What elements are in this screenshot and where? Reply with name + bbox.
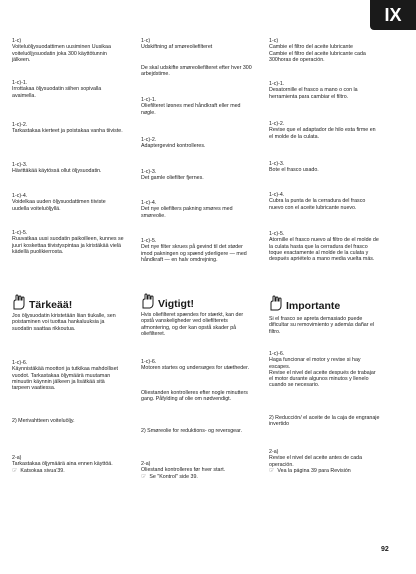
step-text: Revise que el adaptador de hilo esta firme en el molde de la culata. (269, 127, 376, 140)
step-label: 1-c)-4. (141, 200, 157, 206)
step-2 (141, 137, 253, 150)
step-text: Oliestand kontrolleres før hver start. (141, 467, 226, 474)
section-2a (12, 455, 124, 474)
step-5 (269, 231, 381, 262)
step-text: Oliestanden kontrolleres efter nogle minutters gang. Påfylding af olie om nødvendigt. (141, 390, 248, 403)
step-label: 1-c)-2. (12, 122, 28, 128)
step-label: 2-a) (269, 449, 279, 455)
step-text: Cubra la punta de la cerradura del frasco nuevo con el aceite lubricante nuevo. (269, 198, 366, 211)
section-2a (269, 449, 381, 474)
section-text: 2) Smøreolie for reduktions- og reversgear. (141, 428, 242, 434)
step-text: Irrottakaa öljysuodatin siihen sopivalla avaimella. (12, 86, 102, 99)
step-text: Revise el nivel del aceite después de trabajar el motor durante algunos minutos y llenelo cuando se necesario. (269, 369, 376, 389)
page-number: 92 (381, 546, 389, 553)
step-text: Motoren startes og undersøges for utætheder. (141, 365, 250, 372)
step-text: Det gamle oliefilter fjernes. (141, 175, 204, 182)
section-2 (141, 428, 253, 434)
step-text: Ruuvatkaa uusi suodatin paikoilleen, kunnes se juuri koskettaa tiivistyspintaa ja kiristäkää vielä kädellä puolikierrosta. (12, 236, 124, 255)
section-text: 2) Reducción/ el aceite de la caja de engranaje invertido (269, 415, 380, 428)
step-text: Desatornille el frasco a mano o con la herramienta para cambiar el filtro. (269, 87, 358, 100)
section-text: Voiteluöljysuodattimen uusiminen Uusikaa voiteluöljysuodatin joka 300 käyttötunnin jälkeen. (12, 44, 111, 63)
step-5 (12, 230, 124, 255)
step-3 (141, 169, 253, 182)
warning-text-block (269, 316, 381, 335)
step-3 (269, 161, 381, 174)
pointing-hand-icon (269, 295, 284, 311)
warning-text: Si el frasco se apreta demasiado puede dificultar su removimiento y además dañar el filtro. (269, 316, 375, 335)
step-text: Oliefilteret løsnes med håndkraft eller med nøgle. (141, 103, 241, 116)
section-label: 1-c) (12, 38, 22, 44)
pointing-hand-icon (12, 294, 27, 310)
step-2 (269, 121, 381, 140)
step-label: 1-c)-2. (141, 137, 157, 143)
warning-text: Hvis oliefilteret spændes for stærkt, kan der opstå vanskeligheder ved oliefilterets afmontering, og der kan opstå skader på oliefilteret. (141, 312, 244, 337)
step-label: 2-a) (141, 461, 151, 467)
pointing-finger-icon: ☞ (12, 467, 18, 474)
reference-text: Katsokaa sivua'39. (20, 467, 65, 474)
warning-title: Tärkeää! (29, 299, 73, 311)
pointing-finger-icon: ☞ (141, 473, 147, 480)
section-text: 2) Merivahtteen voiteluöljy. (12, 418, 75, 424)
reference-text: Se "Kontrol" side 39. (149, 473, 198, 480)
step-text: Atornille el frasco nuevo al filtro de el molde de la culata hasta que la cerradura del frasco toque exactamente al molde de la culata y después apriételo a mano media vuelta más. (269, 237, 379, 263)
step-label: 1-c)-6. (269, 351, 285, 357)
warning-text-block (141, 312, 253, 337)
step-label: 1-c)-3. (141, 169, 157, 175)
step-label: 1-c)-1. (12, 80, 28, 86)
step-text: Det nye filter skrues på gevind til det støder imod pakningen og spænd yderligere — med håndkraft — en halv omdrejning. (141, 244, 247, 263)
warning-heading (269, 295, 381, 315)
step-label: 1-c)-6. (12, 360, 28, 366)
step-text: Revise el nivel del aceite antes de cada operación. (269, 455, 363, 468)
page-reference (12, 468, 124, 474)
step-label: 1-c)-4. (269, 192, 285, 198)
step-text: Det nye oliefilters pakning smøres med smøreolie. (141, 206, 233, 219)
pointing-finger-icon: ☞ (269, 467, 275, 474)
step-6-note (141, 390, 253, 403)
section-2 (269, 415, 381, 428)
step-text: Käynnistäkää moottori ja tutkikaa mahdolliset vuodot. Tarkastakaa öljymäärä muutaman minuutin käynnin jälkeen ja lisätkää sitä tarpeen vaatiessa. (12, 366, 118, 392)
section-tab: IX (370, 0, 416, 30)
step-3 (12, 162, 124, 175)
step-text: Haga funcionar el motor y revise si hay escapes. (269, 357, 361, 370)
section-2 (12, 418, 124, 424)
step-6 (12, 360, 124, 391)
warning-title: Vigtigt! (158, 298, 194, 310)
step-text: Hävittäkää käytössä ollut öljysuodatin. (12, 168, 102, 175)
section-1c (141, 38, 253, 51)
step-5 (141, 238, 253, 263)
step-text: Tarkastakaa öljymäärä aina ennen käyttöä. (12, 461, 113, 468)
step-1 (141, 97, 253, 116)
section-label: 1-c) (269, 38, 279, 44)
section-text: Cambie el filtro del aceite lubricante cada 300horas de operación. (269, 50, 366, 63)
step-4 (12, 193, 124, 212)
section-1c (269, 38, 381, 63)
warning-title: Importante (286, 300, 341, 312)
step-label: 2-a) (12, 455, 22, 461)
step-label: 1-c)-5. (141, 238, 157, 244)
section-title: Cambie el filtro del aceite lubricante (269, 44, 353, 51)
warning-heading (12, 294, 124, 314)
step-text: Adaptergevind kontrolleres. (141, 143, 206, 150)
step-text: Voidelkaa uuden öljysuodattimen tiiviste uudella voiteluöljyllä. (12, 199, 106, 212)
step-4 (141, 200, 253, 219)
section-title: Udskiftning af smøreoliefilteret (141, 44, 213, 51)
step-label: 1-c)-1. (141, 97, 157, 103)
section-2a (141, 461, 253, 480)
step-label: 1-c)-3. (12, 162, 28, 168)
step-1 (12, 80, 124, 99)
step-label: 1-c)-4. (12, 193, 28, 199)
step-text: Tarkastakaa kierteet ja poistakaa vanha tiiviste. (12, 128, 123, 135)
step-text: Bote el frasco usado. (269, 167, 319, 174)
reference-text: Vea la página 39 para Revisión (277, 467, 351, 474)
step-label: 1-c)-2. (269, 121, 285, 127)
pointing-hand-icon (141, 293, 156, 309)
warning-text: Jos öljysuodatin kiristetään liian tiukalle, sen poistaminen voi tuottaa hankaluuksia ja suodatin saattaa rikkoutua. (12, 313, 116, 332)
warning-heading (141, 293, 253, 313)
step-6 (141, 359, 253, 372)
step-4 (269, 192, 381, 211)
page-reference (141, 474, 253, 480)
step-label: 1-c)-1. (269, 81, 285, 87)
warning-text-block (12, 313, 124, 332)
step-6 (269, 351, 381, 389)
step-2 (12, 122, 124, 135)
step-label: 1-c)-6. (141, 359, 157, 365)
step-label: 1-c)-5. (12, 230, 28, 236)
section-intro (141, 65, 253, 78)
section-1c (12, 38, 124, 63)
section-label: 1-c) (141, 38, 151, 44)
page-reference (269, 468, 381, 474)
section-text: De skal udskifte smøreoliefilteret efter hver 300 arbejdstime. (141, 65, 252, 78)
step-1 (269, 81, 381, 100)
step-label: 1-c)-5. (269, 231, 285, 237)
step-label: 1-c)-3. (269, 161, 285, 167)
